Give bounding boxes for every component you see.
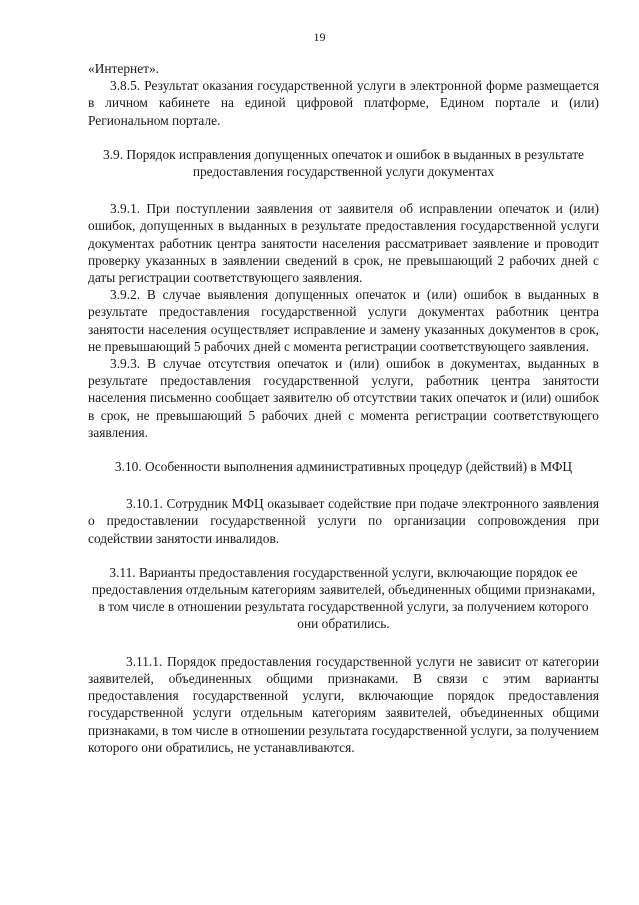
paragraph-3-11-1: 3.11.1. Порядок предоставления государственной услуги не зависит от категории заявителей, объединенных общими признаками. В связи с этим варианты предоставления государственной услуги, включающие порядок предоставления государственной услуги отдельным категориям заявителей, объединенных общими признаками, в том числе в отношении результата государственной услуги, за получением которого они обратились, не устанавливаются.: [88, 653, 599, 755]
section-heading-3-10: 3.10. Особенности выполнения административных процедур (действий) в МФЦ: [114, 459, 573, 475]
paragraph-3-9-1: 3.9.1. При поступлении заявления от заявителя об исправлении опечаток и (или) ошибок, допущенных в выданных в результате предоставления государственной услуги документах работник центра занятости населения рассматривает заявление и проводит проверку указанных в заявлении сведений в срок, не превышающий 2 рабочих дней с даты регистрации соответствующего заявления.: [88, 201, 599, 286]
page-body: [88, 60, 599, 756]
section-heading-3-11: 3.11. Варианты предоставления государственной услуги, включающие порядок ее предоставления отдельным категориям заявителей, объединенных общими признаками, в том числе в отношении результата государственной услуги, за получением которого они обратились.: [91, 564, 596, 632]
paragraph-3-9-3: 3.9.3. В случае отсутствия опечаток и (или) ошибок в документах, выданных в результате предоставления государственной услуги, работник центра занятости населения письменно сообщает заявителю об отсутствии таких опечаток и (или) ошибок в срок, не превышающий 5 рабочих дней с момента регистрации соответствующего заявления.: [88, 356, 599, 440]
paragraph-3-9-2: 3.9.2. В случае выявления допущенных опечаток и (или) ошибок в выданных в результате предоставления государственной услуги документах работник центра занятости населения осуществляет исправление и замену указанных документов в срок, не превышающий 5 рабочих дней с момента регистрации соответствующего заявления.: [88, 287, 599, 354]
section-heading-3-9: 3.9. Порядок исправления допущенных опечаток и ошибок в выданных в результате предоставления государственной услуги документах: [102, 146, 584, 180]
paragraph-3-10-1: 3.10.1. Сотрудник МФЦ оказывает содействие при подаче электронного заявления о предоставлении государственной услуги по организации сопровождения при содействии занятости инвалидов.: [88, 496, 599, 546]
paragraph-3-8-5: 3.8.5. Результат оказания государственной услуги в электронной форме размещается в личном кабинете на единой цифровой платформе, Едином портале и (или) Региональном портале.: [88, 78, 599, 128]
page-number: 19: [313, 30, 326, 44]
paragraph-continuation: «Интернет».: [88, 61, 160, 76]
